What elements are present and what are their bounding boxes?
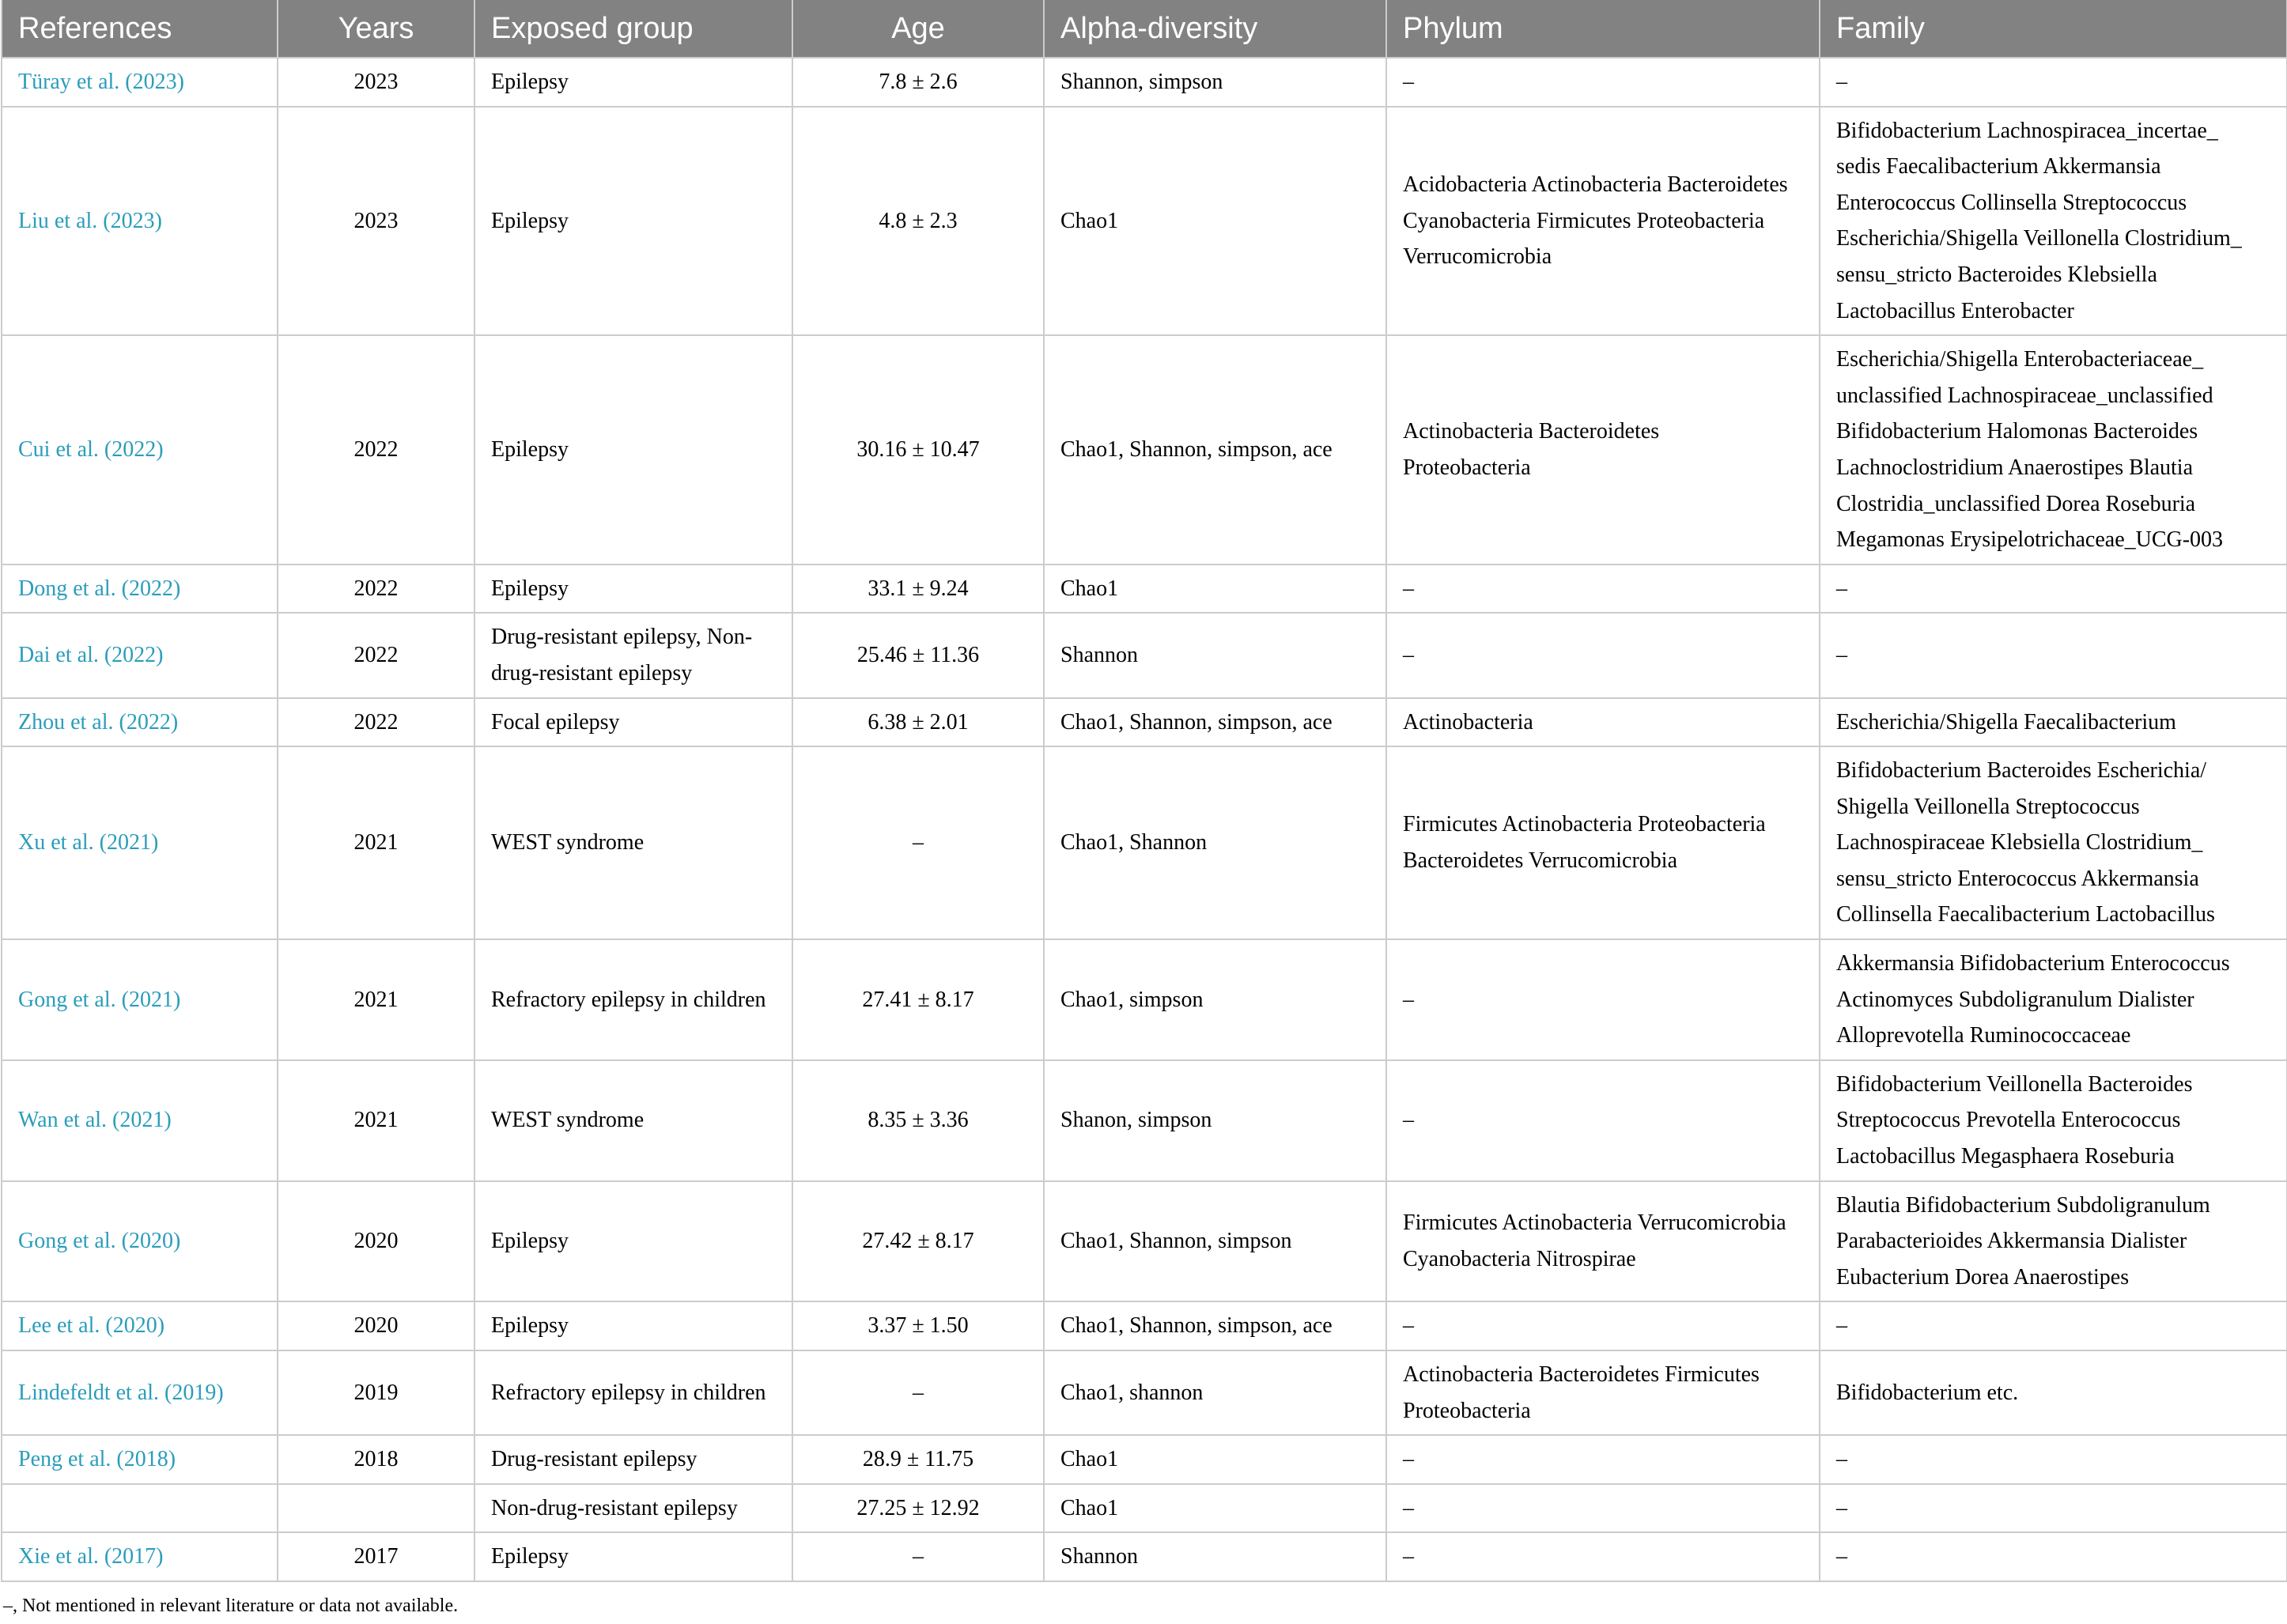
phylum-cell: Actinobacteria Bacteroidetes Proteobacteria [1386, 335, 1820, 565]
alpha-diversity-cell: Shannon, simpson [1044, 58, 1386, 107]
table-footnote: –, Not mentioned in relevant literature or data not available. [3, 1596, 459, 1616]
alpha-diversity-cell: Chao1 [1044, 565, 1386, 614]
reference-cell [2, 58, 278, 107]
year-cell: 2021 [278, 746, 474, 939]
alpha-diversity-cell: Chao1, Shannon, simpson [1044, 1181, 1386, 1302]
phylum-cell: – [1386, 613, 1820, 697]
exposed-group-cell: Drug-resistant epilepsy, Non- drug-resistant epilepsy [474, 613, 792, 697]
table-row [2, 939, 2287, 1060]
table-row [2, 107, 2287, 336]
header-years: Years [278, 0, 474, 58]
family-cell: Bifidobacterium Lachnospiracea_incertae_ sedis Faecalibacterium Akkermansia Enterococcus Collinsella Streptococcus Escherichia/Shigella Veillonella Clostridium_ sensu_stricto Bacteroides Klebsiella Lactobacillus Enterobacter [1820, 107, 2287, 336]
exposed-group-cell: Epilepsy [474, 1532, 792, 1581]
reference-link[interactable]: Xu et al. (2021) [18, 830, 159, 855]
phylum-cell: – [1386, 1484, 1820, 1533]
year-cell: 2023 [278, 107, 474, 336]
table-row [2, 613, 2287, 697]
header-exposed-group: Exposed group [474, 0, 792, 58]
year-cell: 2022 [278, 335, 474, 565]
family-cell: – [1820, 1435, 2287, 1484]
reference-link[interactable]: Zhou et al. (2022) [18, 709, 179, 735]
year-cell: 2020 [278, 1181, 474, 1302]
year-cell: 2017 [278, 1532, 474, 1581]
year-cell: 2023 [278, 58, 474, 107]
reference-link[interactable]: Cui et al. (2022) [18, 437, 164, 463]
reference-cell [2, 565, 278, 614]
family-cell: – [1820, 1301, 2287, 1350]
exposed-group-cell: WEST syndrome [474, 1060, 792, 1181]
year-cell: 2019 [278, 1350, 474, 1435]
reference-link[interactable]: Türay et al. (2023) [18, 70, 184, 94]
age-cell: – [792, 1350, 1044, 1435]
phylum-cell: – [1386, 1435, 1820, 1484]
alpha-diversity-cell: Shanon, simpson [1044, 1060, 1386, 1181]
alpha-diversity-cell: Chao1 [1044, 107, 1386, 336]
reference-cell [2, 1350, 278, 1435]
reference-cell [2, 1181, 278, 1302]
table-row [2, 1532, 2287, 1581]
reference-cell [2, 1532, 278, 1581]
phylum-cell: – [1386, 1532, 1820, 1581]
reference-cell [2, 939, 278, 1060]
reference-link[interactable]: Liu et al. (2023) [18, 208, 162, 233]
family-cell: – [1820, 1484, 2287, 1533]
phylum-cell: Actinobacteria [1386, 698, 1820, 747]
age-cell: 3.37 ± 1.50 [792, 1301, 1044, 1350]
table-row [2, 1301, 2287, 1350]
exposed-group-cell: Refractory epilepsy in children [474, 939, 792, 1060]
alpha-diversity-cell: Chao1 [1044, 1435, 1386, 1484]
family-cell: Bifidobacterium etc. [1820, 1350, 2287, 1435]
family-cell: Akkermansia Bifidobacterium Enterococcus Actinomyces Subdoligranulum Dialister Alloprevotella Ruminococcaceae [1820, 939, 2287, 1060]
family-cell: – [1820, 58, 2287, 107]
family-cell: Bifidobacterium Bacteroides Escherichia/ Shigella Veillonella Streptococcus Lachnospiraceae Klebsiella Clostridium_ sensu_stricto Enterococcus Akkermansia Collinsella Faecalibacterium Lactobacillus [1820, 746, 2287, 939]
year-cell: 2020 [278, 1301, 474, 1350]
age-cell: – [792, 746, 1044, 939]
alpha-diversity-cell: Chao1 [1044, 1484, 1386, 1533]
age-cell: 27.25 ± 12.92 [792, 1484, 1044, 1533]
reference-link[interactable]: Dai et al. (2022) [18, 643, 164, 668]
reference-cell [2, 1060, 278, 1181]
phylum-cell: – [1386, 939, 1820, 1060]
exposed-group-cell: Epilepsy [474, 58, 792, 107]
family-cell: Bifidobacterium Veillonella Bacteroides Streptococcus Prevotella Enterococcus Lactobacillus Megasphaera Roseburia [1820, 1060, 2287, 1181]
reference-link[interactable]: Xie et al. (2017) [18, 1544, 164, 1569]
table-row [2, 1350, 2287, 1435]
exposed-group-cell: Epilepsy [474, 107, 792, 336]
exposed-group-cell: WEST syndrome [474, 746, 792, 939]
data-table [1, 0, 2287, 1582]
table-row [2, 698, 2287, 747]
reference-cell [2, 698, 278, 747]
reference-link[interactable]: Peng et al. (2018) [18, 1447, 176, 1472]
age-cell: – [792, 1532, 1044, 1581]
year-cell: 2021 [278, 1060, 474, 1181]
alpha-diversity-cell: Chao1, Shannon [1044, 746, 1386, 939]
header-references: References [2, 0, 278, 58]
reference-link[interactable]: Gong et al. (2020) [18, 1229, 181, 1254]
year-cell [278, 1484, 474, 1533]
year-cell: 2022 [278, 698, 474, 747]
exposed-group-cell: Drug-resistant epilepsy [474, 1435, 792, 1484]
table-row [2, 335, 2287, 565]
age-cell: 8.35 ± 3.36 [792, 1060, 1044, 1181]
alpha-diversity-cell: Chao1, Shannon, simpson, ace [1044, 335, 1386, 565]
exposed-group-cell: Focal epilepsy [474, 698, 792, 747]
family-cell: Escherichia/Shigella Faecalibacterium [1820, 698, 2287, 747]
age-cell: 28.9 ± 11.75 [792, 1435, 1044, 1484]
header-family: Family [1820, 0, 2287, 58]
year-cell: 2022 [278, 613, 474, 697]
reference-link[interactable]: Dong et al. (2022) [18, 576, 181, 601]
year-cell: 2021 [278, 939, 474, 1060]
alpha-diversity-cell: Chao1, simpson [1044, 939, 1386, 1060]
reference-cell [2, 1435, 278, 1484]
phylum-cell: – [1386, 1301, 1820, 1350]
family-cell: – [1820, 565, 2287, 614]
table-header [2, 0, 2287, 58]
phylum-cell: Firmicutes Actinobacteria Verrucomicrobia Cyanobacteria Nitrospirae [1386, 1181, 1820, 1302]
age-cell: 25.46 ± 11.36 [792, 613, 1044, 697]
alpha-diversity-cell: Chao1, Shannon, simpson, ace [1044, 698, 1386, 747]
alpha-diversity-cell: Chao1, Shannon, simpson, ace [1044, 1301, 1386, 1350]
reference-cell [2, 1301, 278, 1350]
phylum-cell: – [1386, 565, 1820, 614]
table-row [2, 1181, 2287, 1302]
age-cell: 27.41 ± 8.17 [792, 939, 1044, 1060]
phylum-cell: Firmicutes Actinobacteria Proteobacteria Bacteroidetes Verrucomicrobia [1386, 746, 1820, 939]
phylum-cell: Actinobacteria Bacteroidetes Firmicutes Proteobacteria [1386, 1350, 1820, 1435]
reference-cell [2, 613, 278, 697]
header-age: Age [792, 0, 1044, 58]
family-cell: – [1820, 613, 2287, 697]
table-body [2, 58, 2287, 1581]
exposed-group-cell: Epilepsy [474, 335, 792, 565]
phylum-cell: – [1386, 1060, 1820, 1181]
table-row [2, 1484, 2287, 1533]
reference-cell [2, 746, 278, 939]
exposed-group-cell: Epilepsy [474, 565, 792, 614]
table-row [2, 1060, 2287, 1181]
age-cell: 27.42 ± 8.17 [792, 1181, 1044, 1302]
reference-cell [2, 107, 278, 336]
table-row [2, 58, 2287, 107]
exposed-group-cell: Epilepsy [474, 1181, 792, 1302]
table-row [2, 746, 2287, 939]
alpha-diversity-cell: Chao1, shannon [1044, 1350, 1386, 1435]
family-cell: – [1820, 1532, 2287, 1581]
reference-link[interactable]: Wan et al. (2021) [18, 1108, 172, 1133]
exposed-group-cell: Epilepsy [474, 1301, 792, 1350]
reference-cell [2, 335, 278, 565]
age-cell: 4.8 ± 2.3 [792, 107, 1044, 336]
age-cell: 6.38 ± 2.01 [792, 698, 1044, 747]
year-cell: 2018 [278, 1435, 474, 1484]
reference-link[interactable]: Lee et al. (2020) [18, 1313, 165, 1339]
header-phylum: Phylum [1386, 0, 1820, 58]
header-row [2, 0, 2287, 58]
age-cell: 7.8 ± 2.6 [792, 58, 1044, 107]
alpha-diversity-cell: Shannon [1044, 1532, 1386, 1581]
family-cell: Escherichia/Shigella Enterobacteriaceae_ unclassified Lachnospiraceae_unclassified Bifidobacterium Halomonas Bacteroides Lachnoclostridium Anaerostipes Blautia Clostridia_unclassified Dorea Roseburia Megamonas Erysipelotrichaceae_UCG-003 [1820, 335, 2287, 565]
reference-link[interactable]: Gong et al. (2021) [18, 987, 181, 1012]
reference-link[interactable]: Lindefeldt et al. (2019) [18, 1380, 224, 1405]
table-row [2, 1435, 2287, 1484]
exposed-group-cell: Non-drug-resistant epilepsy [474, 1484, 792, 1533]
phylum-cell: – [1386, 58, 1820, 107]
reference-cell [2, 1484, 278, 1533]
alpha-diversity-cell: Shannon [1044, 613, 1386, 697]
table-row [2, 565, 2287, 614]
phylum-cell: Acidobacteria Actinobacteria Bacteroidetes Cyanobacteria Firmicutes Proteobacteria Verrucomicrobia [1386, 107, 1820, 336]
exposed-group-cell: Refractory epilepsy in children [474, 1350, 792, 1435]
year-cell: 2022 [278, 565, 474, 614]
family-cell: Blautia Bifidobacterium Subdoligranulum Parabacterioides Akkermansia Dialister Eubacterium Dorea Anaerostipes [1820, 1181, 2287, 1302]
age-cell: 30.16 ± 10.47 [792, 335, 1044, 565]
age-cell: 33.1 ± 9.24 [792, 565, 1044, 614]
header-alpha-diversity: Alpha-diversity [1044, 0, 1386, 58]
